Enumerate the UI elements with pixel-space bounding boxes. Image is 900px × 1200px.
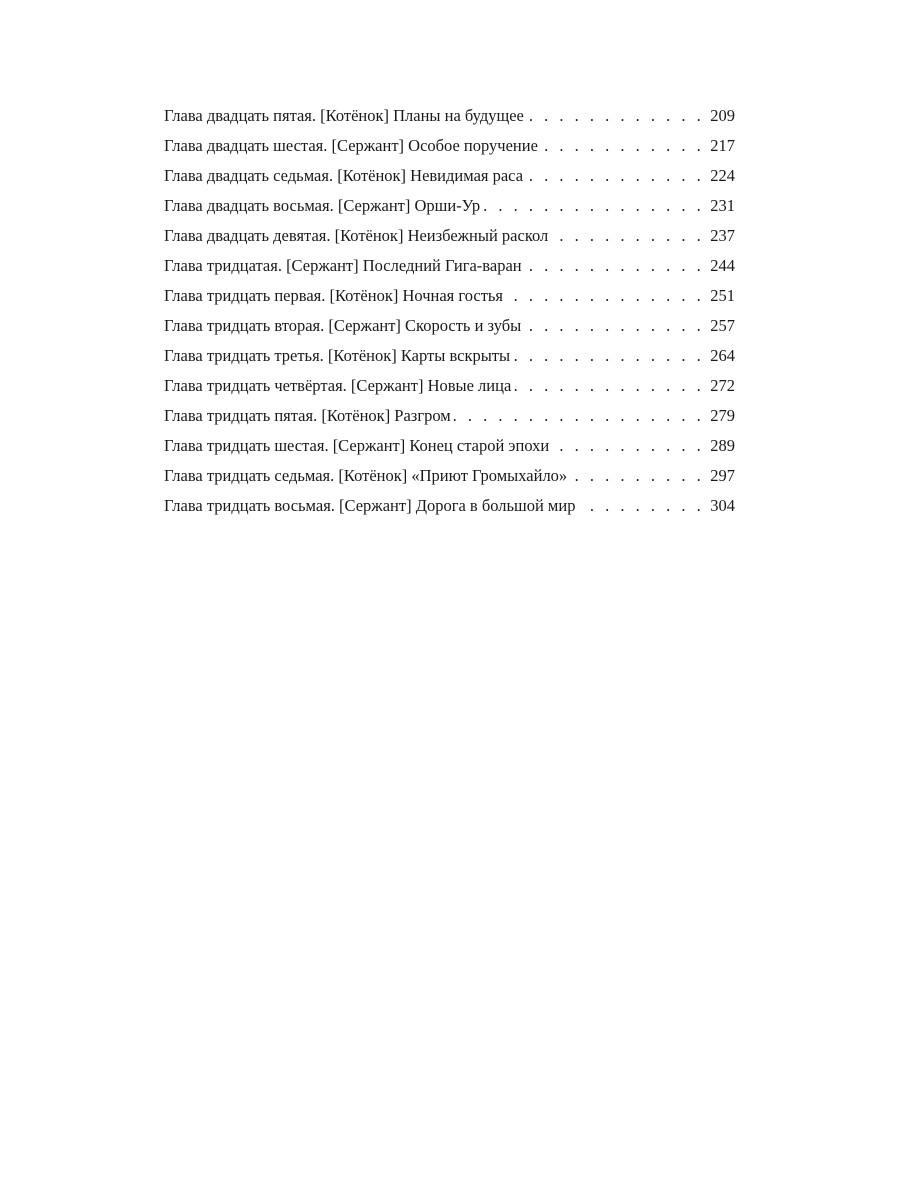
table-of-contents [164, 104, 735, 524]
toc-entry-page: 272 [710, 376, 735, 395]
toc-entry [164, 134, 735, 164]
toc-entry-title: Глава тридцать четвёртая. [Сержант] Новые лица [164, 376, 512, 395]
toc-entry-title: Глава двадцать девятая. [Котёнок] Неизбежный раскол [164, 226, 549, 245]
toc-entry-page: 209 [710, 106, 735, 125]
toc-entry-title: Глава тридцать третья. [Котёнок] Карты вскрыты [164, 346, 511, 365]
toc-entry-title: Глава тридцать седьмая. [Котёнок] «Приют Громыхайло» [164, 466, 568, 485]
toc-entry-page: 231 [710, 196, 735, 215]
toc-entry [164, 224, 735, 254]
toc-dot-leader [513, 344, 704, 368]
toc-dot-leader [552, 434, 704, 458]
toc-dot-leader [541, 134, 704, 158]
toc-entry [164, 374, 735, 404]
toc-entry-page: 304 [710, 496, 735, 515]
toc-dot-leader [570, 464, 704, 488]
toc-dot-leader [551, 224, 704, 248]
toc-entry-page: 217 [710, 136, 735, 155]
toc-entry [164, 194, 735, 224]
toc-dot-leader [578, 494, 704, 518]
toc-entry-page: 289 [710, 436, 735, 455]
toc-entry [164, 494, 735, 524]
toc-entry-page: 224 [710, 166, 735, 185]
toc-entry [164, 344, 735, 374]
toc-entry-title: Глава тридцать шестая. [Сержант] Конец старой эпохи [164, 436, 550, 455]
toc-entry-title: Глава тридцать восьмая. [Сержант] Дорога в большой мир [164, 496, 576, 515]
toc-dot-leader [525, 254, 705, 278]
toc-entry-page: 297 [710, 466, 735, 485]
toc-entry [164, 284, 735, 314]
toc-dot-leader [483, 194, 704, 218]
toc-entry-title: Глава двадцать пятая. [Котёнок] Планы на будущее [164, 106, 524, 125]
toc-entry [164, 314, 735, 344]
toc-entry [164, 464, 735, 494]
toc-entry [164, 254, 735, 284]
toc-entry [164, 404, 735, 434]
toc-dot-leader [526, 164, 704, 188]
toc-entry-title: Глава двадцать седьмая. [Котёнок] Невидимая раса [164, 166, 524, 185]
toc-entry-page: 251 [710, 286, 735, 305]
toc-entry-title: Глава тридцать первая. [Котёнок] Ночная гостья [164, 286, 504, 305]
toc-entry-page: 244 [710, 256, 735, 275]
toc-entry-page: 279 [710, 406, 735, 425]
toc-dot-leader [506, 284, 704, 308]
toc-entry-page: 237 [710, 226, 735, 245]
toc-entry [164, 434, 735, 464]
toc-entry-title: Глава двадцать шестая. [Сержант] Особое поручение [164, 136, 538, 155]
toc-entry [164, 104, 735, 134]
toc-dot-leader [527, 104, 704, 128]
toc-entry-title: Глава тридцатая. [Сержант] Последний Гига-варан [164, 256, 522, 275]
toc-entry-title: Глава двадцать восьмая. [Сержант] Орши-Ур [164, 196, 481, 215]
toc-entry-page: 257 [710, 316, 735, 335]
toc-dot-leader [454, 404, 705, 428]
toc-entry-title: Глава тридцать вторая. [Сержант] Скорость и зубы [164, 316, 522, 335]
toc-entry-page: 264 [710, 346, 735, 365]
toc-entry [164, 164, 735, 194]
toc-dot-leader [514, 374, 704, 398]
toc-dot-leader [524, 314, 704, 338]
toc-entry-title: Глава тридцать пятая. [Котёнок] Разгром [164, 406, 451, 425]
